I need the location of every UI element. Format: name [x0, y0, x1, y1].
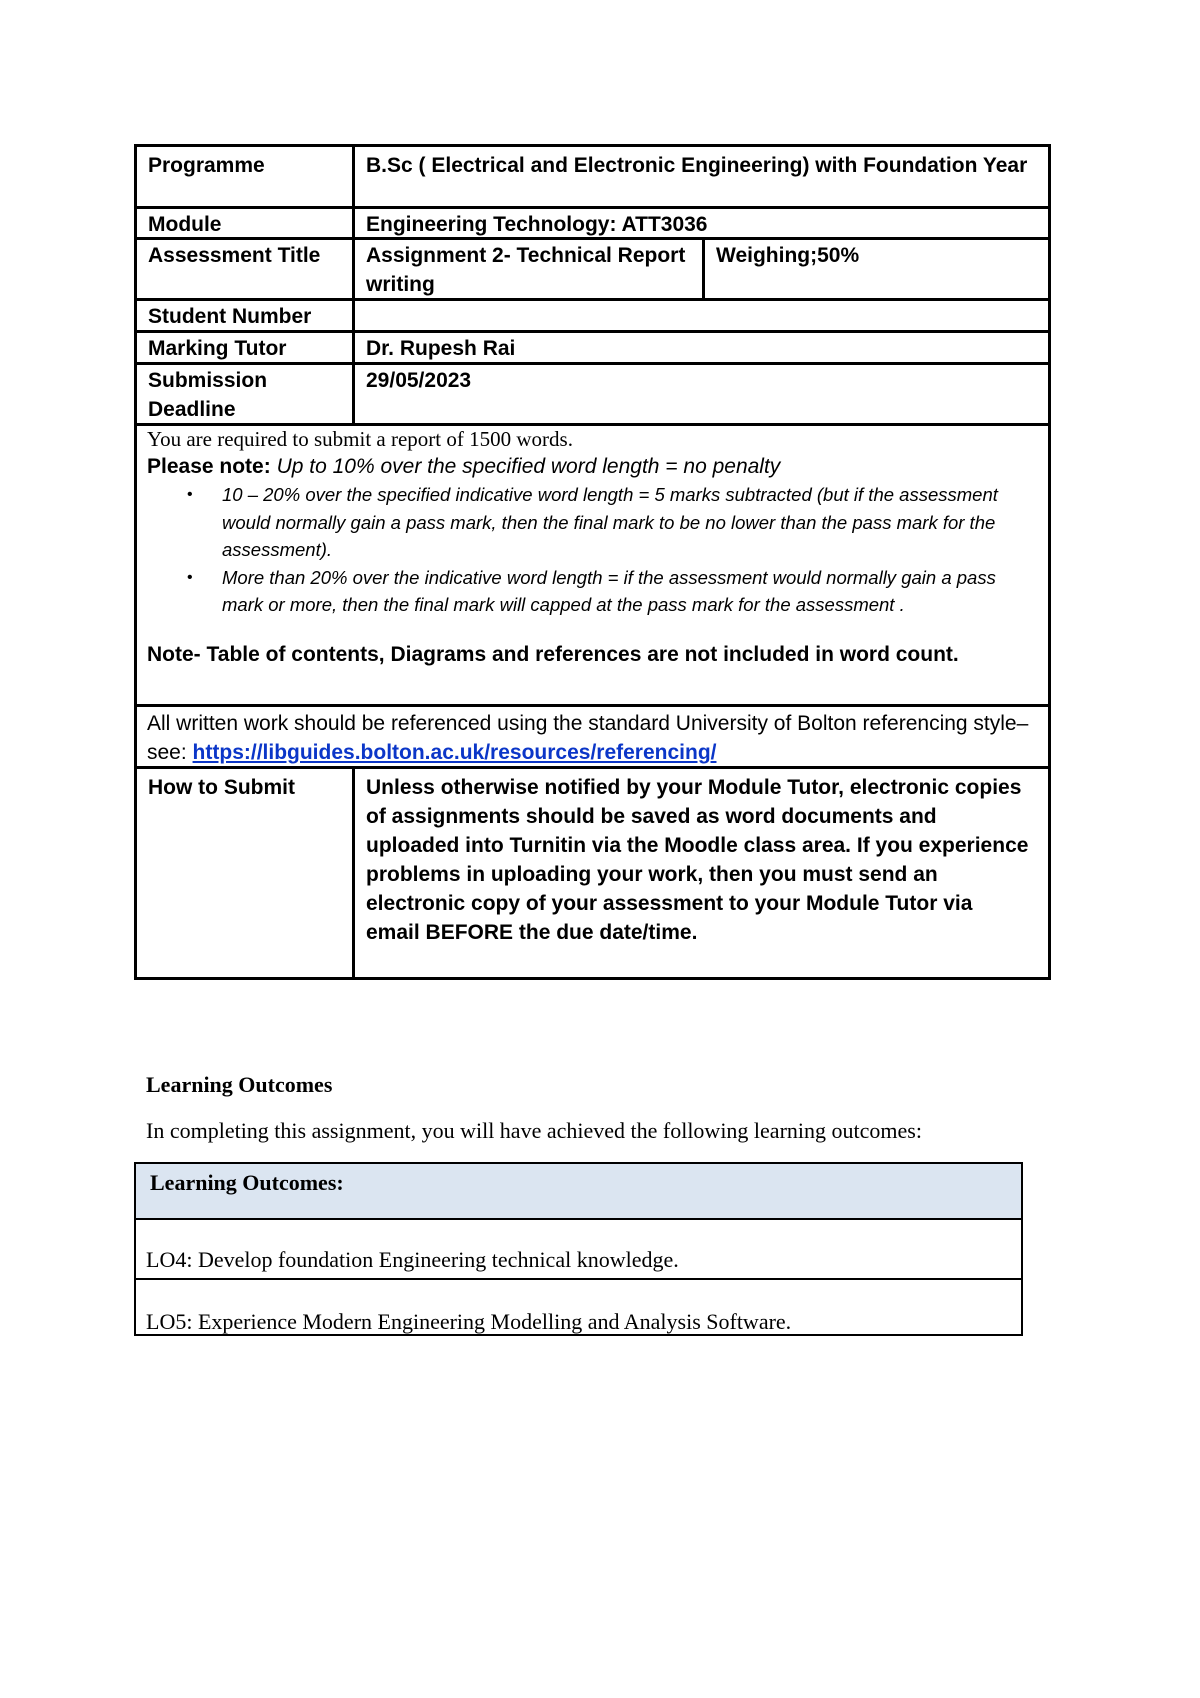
student-number-row: [137, 298, 1048, 330]
bullet-icon: •: [187, 568, 193, 586]
assessment-title-value: Assignment 2- Technical Report writing: [355, 240, 705, 298]
assessment-info-table: [134, 144, 1051, 980]
learning-outcomes-table: [134, 1162, 1023, 1336]
module-value: Engineering Technology: ATT3036: [366, 213, 708, 236]
assessment-title-cells: [355, 240, 1048, 298]
weighting-value: Weighing;50%: [716, 244, 860, 267]
word-count-note: Note- Table of contents, Diagrams and references are not included in word count.: [147, 642, 959, 666]
assessment-title-row: [137, 237, 1048, 298]
referencing-link[interactable]: https://libguides.bolton.ac.uk/resources/referencing/: [192, 741, 717, 764]
word-requirement-text: You are required to submit a report of 1500 words.: [147, 427, 573, 451]
submission-deadline-label: Submission Deadline: [137, 365, 355, 423]
penalty-list: [147, 481, 1038, 619]
how-to-submit-label: How to Submit: [137, 769, 355, 977]
programme-label: Programme: [137, 147, 355, 206]
list-item: [187, 564, 1038, 619]
module-label: Module: [137, 209, 355, 237]
learning-outcome-lo4: LO4: Develop foundation Engineering technical knowledge.: [146, 1247, 679, 1272]
marking-tutor-label: Marking Tutor: [137, 333, 355, 362]
learning-outcome-lo5: LO5: Experience Modern Engineering Modelling and Analysis Software.: [136, 1278, 1021, 1334]
list-item: [187, 481, 1038, 564]
please-note-text: Up to 10% over the specified word length = no penalty: [276, 455, 781, 478]
learning-outcomes-intro: In completing this assignment, you will have achieved the following learning outcomes:: [146, 1118, 922, 1143]
referencing-row: [137, 704, 1048, 766]
student-number-label: Student Number: [137, 301, 355, 330]
programme-row: [137, 147, 1048, 206]
student-number-value: [355, 301, 1048, 330]
referencing-cell: [137, 707, 1048, 766]
bullet-icon: •: [187, 486, 193, 503]
marking-tutor-value: Dr. Rupesh Rai: [366, 337, 516, 360]
assessment-title-label: Assessment Title: [137, 240, 355, 298]
how-to-submit-row: [137, 766, 1048, 977]
word-count-cell: [137, 426, 1048, 704]
word-count-row: [137, 423, 1048, 704]
marking-tutor-row: [137, 330, 1048, 362]
penalty-bullet-2: More than 20% over the indicative word length = if the assessment would normally gain a pass mark or more, then the final mark will capped at the pass mark for the assessment .: [222, 566, 996, 615]
learning-outcomes-heading: Learning Outcomes: [146, 1072, 333, 1097]
please-note-line: [147, 453, 1038, 481]
submission-deadline-value: 29/05/2023: [366, 369, 472, 392]
how-to-submit-text: Unless otherwise notified by your Module Tutor, electronic copies of assignments should be saved as word documents and uploaded into Turnitin via the Moodle class area. If you experience problems in uploading your work, then you must send an electronic copy of your assessment to your Module Tutor via email BEFORE the due date/time.: [366, 776, 1029, 944]
module-row: [137, 206, 1048, 237]
please-note-label: Please note:: [147, 455, 271, 478]
referencing-text: All written work should be referenced using the standard University of Bolton referencing style– see:: [147, 712, 1029, 764]
submission-deadline-row: [137, 362, 1048, 423]
learning-outcomes-table-header: Learning Outcomes:: [136, 1164, 1021, 1220]
penalty-bullet-1: 10 – 20% over the specified indicative word length = 5 marks subtracted (but if the assessment would normally gain a pass mark, then the final mark to be no lower than the pass mark for the assessment).: [222, 484, 998, 560]
programme-value: B.Sc ( Electrical and Electronic Engineering) with Foundation Year: [366, 154, 1028, 177]
